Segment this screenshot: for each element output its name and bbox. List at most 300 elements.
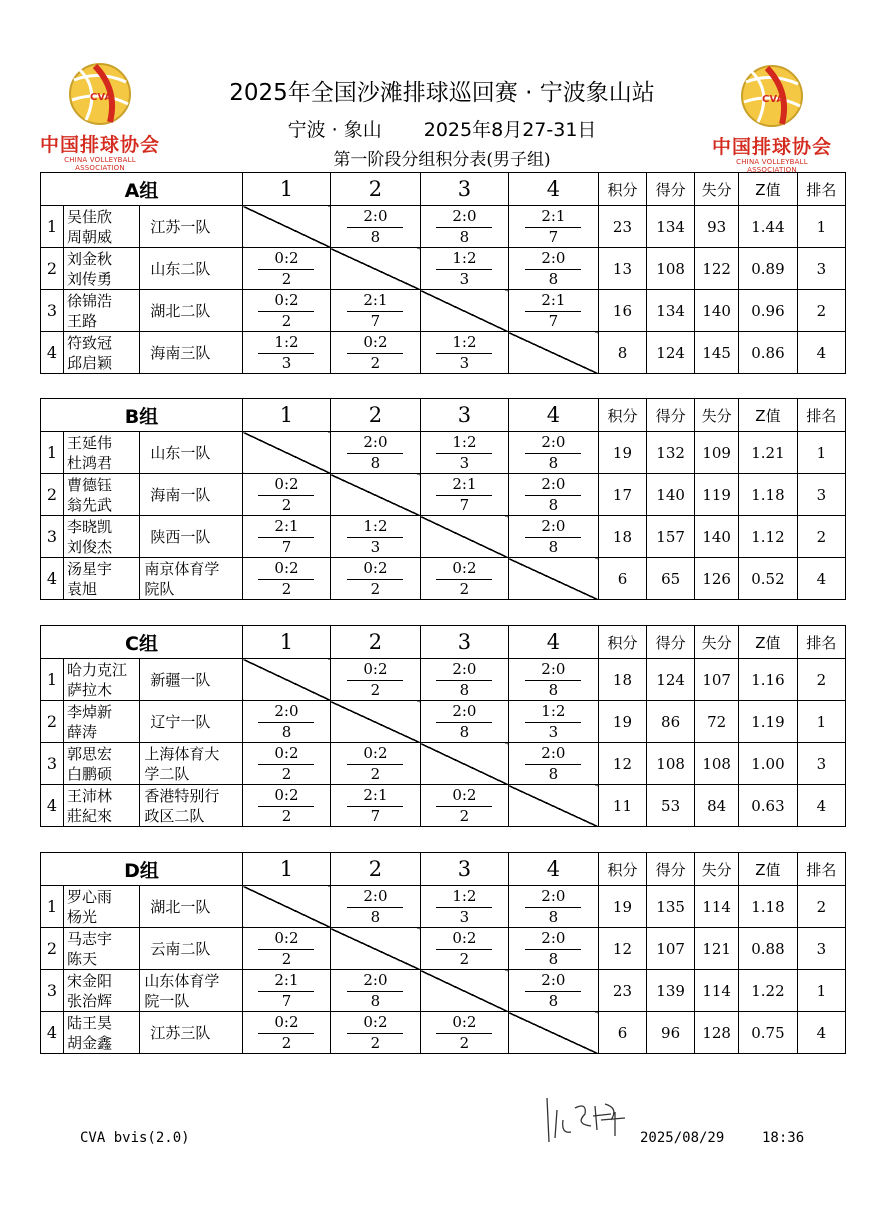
- set-score: 2:0: [347, 434, 403, 454]
- group-name: D组: [41, 853, 243, 886]
- scored-value: 96: [647, 1012, 695, 1054]
- rank-value: 3: [797, 743, 845, 785]
- opponent-column-header: 2: [330, 173, 420, 206]
- opponent-column-header: 4: [508, 173, 598, 206]
- points-column-header: 积分: [598, 173, 646, 206]
- rank-value: 4: [797, 785, 845, 827]
- rank-value: 1: [797, 206, 845, 248]
- match-points: 2: [370, 764, 381, 783]
- group-name: C组: [41, 626, 243, 659]
- set-score: 2:1: [436, 476, 492, 496]
- match-result-cell: [243, 332, 331, 374]
- table-row: [41, 474, 846, 516]
- set-score: 1:2: [436, 888, 492, 908]
- match-points: 8: [459, 722, 470, 741]
- rank-value: 2: [797, 659, 845, 701]
- set-score: 0:2: [258, 476, 314, 496]
- rank-value: 3: [797, 474, 845, 516]
- match-result-cell: [420, 206, 508, 248]
- player-1-name: 宋金阳: [67, 971, 113, 990]
- cva-badge-text: CVA: [762, 94, 785, 105]
- opponent-column-header: 2: [330, 399, 420, 432]
- scored-value: 132: [647, 432, 695, 474]
- set-score: 2:0: [436, 208, 492, 228]
- opponent-column-header: 2: [330, 853, 420, 886]
- set-score: 2:0: [525, 476, 581, 496]
- table-row: [41, 1012, 846, 1054]
- self-match-cell: [508, 1012, 598, 1054]
- match-points: 2: [370, 579, 381, 598]
- lost-value: 145: [695, 332, 739, 374]
- player-names: [64, 659, 140, 701]
- group-table: [40, 625, 846, 827]
- match-points: 8: [548, 991, 559, 1010]
- player-1-name: 王延伟: [67, 433, 113, 452]
- set-score: 2:1: [347, 292, 403, 312]
- lost-value: 140: [695, 290, 739, 332]
- lost-value: 122: [695, 248, 739, 290]
- scored-column-header: 得分: [647, 626, 695, 659]
- table-row: [41, 432, 846, 474]
- team-name: 湖北二队: [140, 290, 243, 332]
- set-score: 0:2: [258, 292, 314, 312]
- self-match-cell: [508, 332, 598, 374]
- z-column-header: Z值: [739, 853, 798, 886]
- set-score: 0:2: [258, 930, 314, 950]
- scored-column-header: 得分: [647, 173, 695, 206]
- set-score: 0:2: [258, 1014, 314, 1034]
- match-points: 2: [459, 806, 470, 825]
- rank-value: 4: [797, 558, 845, 600]
- team-name: 海南三队: [140, 332, 243, 374]
- team-name: 新疆一队: [140, 659, 243, 701]
- lost-value: 140: [695, 516, 739, 558]
- match-result-cell: [330, 886, 420, 928]
- team-name: 江苏三队: [140, 1012, 243, 1054]
- match-points: 7: [548, 311, 559, 330]
- player-2-name: 萨拉木: [67, 680, 113, 699]
- cva-badge-text: CVA: [90, 92, 113, 103]
- player-2-name: 陈天: [67, 949, 98, 968]
- set-score: 1:2: [436, 250, 492, 270]
- match-result-cell: [508, 206, 598, 248]
- z-column-header: Z值: [739, 399, 798, 432]
- set-score: 2:0: [525, 972, 581, 992]
- set-score: 0:2: [347, 1014, 403, 1034]
- match-result-cell: [243, 1012, 331, 1054]
- opponent-column-header: 1: [243, 853, 331, 886]
- lost-value: 121: [695, 928, 739, 970]
- association-name: 中国排球协会: [712, 136, 833, 158]
- lost-value: 108: [695, 743, 739, 785]
- match-result-cell: [243, 701, 331, 743]
- match-result-cell: [508, 701, 598, 743]
- player-1-name: 李晓凯: [67, 517, 113, 536]
- player-2-name: 张治辉: [67, 991, 113, 1010]
- match-result-cell: [243, 743, 331, 785]
- player-1-name: 马志宇: [67, 929, 113, 948]
- z-column-header: Z值: [739, 173, 798, 206]
- group-table: [40, 398, 846, 600]
- event-location: 宁波 · 象山: [287, 119, 382, 141]
- scored-value: 135: [647, 886, 695, 928]
- points-column-header: 积分: [598, 626, 646, 659]
- match-points: 8: [459, 680, 470, 699]
- table-row: [41, 248, 846, 290]
- table-row: [41, 743, 846, 785]
- points-value: 19: [598, 432, 646, 474]
- scored-value: 65: [647, 558, 695, 600]
- team-name-line-1: 上海体育大: [144, 744, 220, 763]
- player-names: [64, 886, 140, 928]
- match-result-cell: [243, 290, 331, 332]
- scored-column-header: 得分: [647, 399, 695, 432]
- z-value: 0.88: [739, 928, 798, 970]
- scored-value: 107: [647, 928, 695, 970]
- match-points: 3: [459, 269, 470, 288]
- player-2-name: 杨光: [67, 907, 98, 926]
- scored-value: 86: [647, 701, 695, 743]
- match-result-cell: [508, 743, 598, 785]
- z-value: 0.96: [739, 290, 798, 332]
- rank-value: 2: [797, 886, 845, 928]
- player-names: [64, 701, 140, 743]
- z-value: 0.89: [739, 248, 798, 290]
- team-number: 1: [41, 432, 64, 474]
- player-2-name: 白鹏硕: [67, 764, 113, 783]
- self-match-cell: [420, 290, 508, 332]
- player-2-name: 莊紀來: [67, 806, 113, 825]
- points-column-header: 积分: [598, 399, 646, 432]
- team-name: [140, 785, 243, 827]
- match-result-cell: [420, 886, 508, 928]
- match-points: 7: [370, 806, 381, 825]
- lost-column-header: 失分: [695, 173, 739, 206]
- player-2-name: 刘传勇: [67, 269, 113, 288]
- scored-value: 139: [647, 970, 695, 1012]
- stage-title: 第一阶段分组积分表(男子组): [333, 150, 551, 170]
- set-score: 1:2: [258, 334, 314, 354]
- lost-value: 114: [695, 970, 739, 1012]
- player-1-name: 陆王昊: [67, 1013, 113, 1032]
- match-result-cell: [330, 1012, 420, 1054]
- match-points: 2: [370, 1033, 381, 1052]
- match-points: 7: [281, 537, 292, 556]
- scored-column-header: 得分: [647, 853, 695, 886]
- set-score: 0:2: [258, 745, 314, 765]
- z-value: 0.86: [739, 332, 798, 374]
- match-result-cell: [508, 432, 598, 474]
- player-1-name: 徐锦浩: [67, 291, 113, 310]
- lost-column-header: 失分: [695, 626, 739, 659]
- event-dates: 2025年8月27-31日: [423, 119, 597, 141]
- team-number: 1: [41, 206, 64, 248]
- table-row: [41, 206, 846, 248]
- self-match-cell: [508, 785, 598, 827]
- lost-column-header: 失分: [695, 399, 739, 432]
- match-result-cell: [420, 928, 508, 970]
- group-name: A组: [41, 173, 243, 206]
- match-points: 7: [459, 495, 470, 514]
- match-points: 8: [548, 764, 559, 783]
- set-score: 2:0: [525, 434, 581, 454]
- opponent-column-header: 3: [420, 173, 508, 206]
- match-result-cell: [243, 558, 331, 600]
- match-result-cell: [243, 516, 331, 558]
- set-score: 1:2: [436, 434, 492, 454]
- match-points: 3: [548, 722, 559, 741]
- match-points: 2: [459, 949, 470, 968]
- page-title: 2025年全国沙滩排球巡回赛 · 宁波象山站: [229, 80, 655, 106]
- team-name: 云南二队: [140, 928, 243, 970]
- match-points: 8: [370, 907, 381, 926]
- points-value: 12: [598, 743, 646, 785]
- match-result-cell: [330, 743, 420, 785]
- match-result-cell: [420, 474, 508, 516]
- scored-value: 108: [647, 248, 695, 290]
- match-points: 8: [548, 907, 559, 926]
- match-result-cell: [420, 432, 508, 474]
- match-result-cell: [420, 248, 508, 290]
- match-result-cell: [420, 701, 508, 743]
- rank-value: 1: [797, 970, 845, 1012]
- team-number: 2: [41, 701, 64, 743]
- points-value: 12: [598, 928, 646, 970]
- scored-value: 134: [647, 290, 695, 332]
- opponent-column-header: 2: [330, 626, 420, 659]
- table-row: [41, 928, 846, 970]
- team-number: 4: [41, 558, 64, 600]
- player-1-name: 郭思宏: [67, 744, 113, 763]
- match-points: 2: [281, 495, 292, 514]
- player-names: [64, 928, 140, 970]
- z-value: 1.18: [739, 474, 798, 516]
- set-score: 2:0: [347, 208, 403, 228]
- match-result-cell: [330, 432, 420, 474]
- opponent-column-header: 1: [243, 173, 331, 206]
- set-score: 1:2: [347, 518, 403, 538]
- player-names: [64, 558, 140, 600]
- match-result-cell: [420, 1012, 508, 1054]
- print-time: 18:36: [762, 1130, 805, 1146]
- player-names: [64, 248, 140, 290]
- lost-value: 93: [695, 206, 739, 248]
- match-points: 3: [459, 353, 470, 372]
- match-result-cell: [508, 886, 598, 928]
- set-score: 2:1: [347, 787, 403, 807]
- match-points: 3: [370, 537, 381, 556]
- player-2-name: 邱启颖: [67, 353, 113, 372]
- set-score: 0:2: [258, 787, 314, 807]
- match-points: 2: [281, 764, 292, 783]
- z-value: 0.75: [739, 1012, 798, 1054]
- player-2-name: 刘俊杰: [67, 537, 113, 556]
- team-name: [140, 970, 243, 1012]
- opponent-column-header: 4: [508, 853, 598, 886]
- set-score: 0:2: [347, 745, 403, 765]
- team-name: 江苏一队: [140, 206, 243, 248]
- player-1-name: 刘金秋: [67, 249, 113, 268]
- match-points: 8: [548, 453, 559, 472]
- set-score: 0:2: [436, 560, 492, 580]
- rank-value: 4: [797, 1012, 845, 1054]
- team-number: 1: [41, 886, 64, 928]
- team-number: 2: [41, 248, 64, 290]
- team-name: 山东二队: [140, 248, 243, 290]
- event-subtitle: [0, 115, 884, 142]
- lost-value: 72: [695, 701, 739, 743]
- self-match-cell: [420, 516, 508, 558]
- team-number: 4: [41, 332, 64, 374]
- player-1-name: 李焯新: [67, 702, 113, 721]
- points-column-header: 积分: [598, 853, 646, 886]
- team-number: 3: [41, 970, 64, 1012]
- z-column-header: Z值: [739, 626, 798, 659]
- match-result-cell: [330, 970, 420, 1012]
- points-value: 13: [598, 248, 646, 290]
- match-points: 8: [548, 680, 559, 699]
- match-points: 7: [370, 311, 381, 330]
- match-points: 8: [548, 495, 559, 514]
- match-points: 3: [459, 453, 470, 472]
- table-row: [41, 886, 846, 928]
- z-value: 0.63: [739, 785, 798, 827]
- team-name: 陕西一队: [140, 516, 243, 558]
- rank-value: 1: [797, 432, 845, 474]
- points-value: 23: [598, 206, 646, 248]
- set-score: 2:0: [436, 661, 492, 681]
- match-result-cell: [243, 928, 331, 970]
- print-date: 2025/08/29: [640, 1130, 725, 1146]
- player-names: [64, 785, 140, 827]
- association-subname: CHINA VOLLEYBALL ASSOCIATION: [736, 158, 808, 174]
- set-score: 0:2: [347, 661, 403, 681]
- player-1-name: 罗心雨: [67, 887, 113, 906]
- match-result-cell: [420, 332, 508, 374]
- scored-value: 134: [647, 206, 695, 248]
- lost-value: 107: [695, 659, 739, 701]
- team-name: 山东一队: [140, 432, 243, 474]
- match-result-cell: [508, 970, 598, 1012]
- match-result-cell: [330, 206, 420, 248]
- scored-value: 108: [647, 743, 695, 785]
- set-score: 2:0: [258, 703, 314, 723]
- self-match-cell: [508, 558, 598, 600]
- opponent-column-header: 3: [420, 399, 508, 432]
- match-points: 2: [281, 806, 292, 825]
- match-points: 2: [281, 579, 292, 598]
- self-match-cell: [330, 248, 420, 290]
- table-row: [41, 659, 846, 701]
- team-name: 湖北一队: [140, 886, 243, 928]
- set-score: 2:0: [525, 661, 581, 681]
- match-result-cell: [330, 332, 420, 374]
- match-points: 8: [370, 453, 381, 472]
- rank-column-header: 排名: [797, 173, 845, 206]
- match-result-cell: [330, 785, 420, 827]
- team-name: [140, 558, 243, 600]
- team-number: 3: [41, 743, 64, 785]
- match-points: 8: [459, 227, 470, 246]
- match-result-cell: [508, 516, 598, 558]
- team-name-line-1: 山东体育学: [144, 971, 220, 990]
- team-name: 辽宁一队: [140, 701, 243, 743]
- table-row: [41, 970, 846, 1012]
- match-result-cell: [508, 290, 598, 332]
- set-score: 2:0: [525, 745, 581, 765]
- set-score: 2:1: [525, 208, 581, 228]
- match-points: 2: [459, 1033, 470, 1052]
- player-2-name: 王路: [67, 311, 98, 330]
- match-result-cell: [330, 659, 420, 701]
- player-names: [64, 1012, 140, 1054]
- team-number: 3: [41, 290, 64, 332]
- team-number: 1: [41, 659, 64, 701]
- match-result-cell: [420, 558, 508, 600]
- match-result-cell: [330, 558, 420, 600]
- points-value: 19: [598, 701, 646, 743]
- rank-value: 2: [797, 516, 845, 558]
- player-2-name: 周朝威: [67, 227, 113, 246]
- match-result-cell: [508, 659, 598, 701]
- match-points: 8: [548, 949, 559, 968]
- team-name-line-2: 学二队: [144, 764, 190, 783]
- match-result-cell: [508, 474, 598, 516]
- player-1-name: 王沛林: [67, 786, 113, 805]
- scored-value: 124: [647, 332, 695, 374]
- points-value: 6: [598, 558, 646, 600]
- match-result-cell: [508, 928, 598, 970]
- points-value: 6: [598, 1012, 646, 1054]
- table-row: [41, 516, 846, 558]
- opponent-column-header: 3: [420, 853, 508, 886]
- scored-value: 140: [647, 474, 695, 516]
- set-score: 2:0: [347, 972, 403, 992]
- set-score: 2:0: [525, 250, 581, 270]
- set-score: 2:1: [525, 292, 581, 312]
- match-points: 8: [548, 269, 559, 288]
- lost-value: 84: [695, 785, 739, 827]
- team-name-line-1: 香港特别行: [144, 786, 220, 805]
- rank-column-header: 排名: [797, 853, 845, 886]
- self-match-cell: [243, 659, 331, 701]
- group-name: B组: [41, 399, 243, 432]
- match-result-cell: [508, 248, 598, 290]
- self-match-cell: [330, 928, 420, 970]
- set-score: 0:2: [258, 560, 314, 580]
- table-row: [41, 701, 846, 743]
- points-value: 19: [598, 886, 646, 928]
- handwritten-signature: [535, 1090, 645, 1150]
- rank-value: 2: [797, 290, 845, 332]
- team-name: 海南一队: [140, 474, 243, 516]
- z-value: 1.44: [739, 206, 798, 248]
- team-name-line-1: 南京体育学: [144, 559, 220, 578]
- points-value: 18: [598, 516, 646, 558]
- match-result-cell: [243, 248, 331, 290]
- team-name-line-2: 院队: [144, 579, 175, 598]
- group-table: [40, 172, 846, 374]
- self-match-cell: [420, 743, 508, 785]
- table-row: [41, 785, 846, 827]
- player-names: [64, 432, 140, 474]
- player-names: [64, 516, 140, 558]
- lost-value: 128: [695, 1012, 739, 1054]
- team-name-line-2: 院一队: [144, 991, 190, 1010]
- match-result-cell: [420, 785, 508, 827]
- z-value: 1.18: [739, 886, 798, 928]
- match-points: 7: [548, 227, 559, 246]
